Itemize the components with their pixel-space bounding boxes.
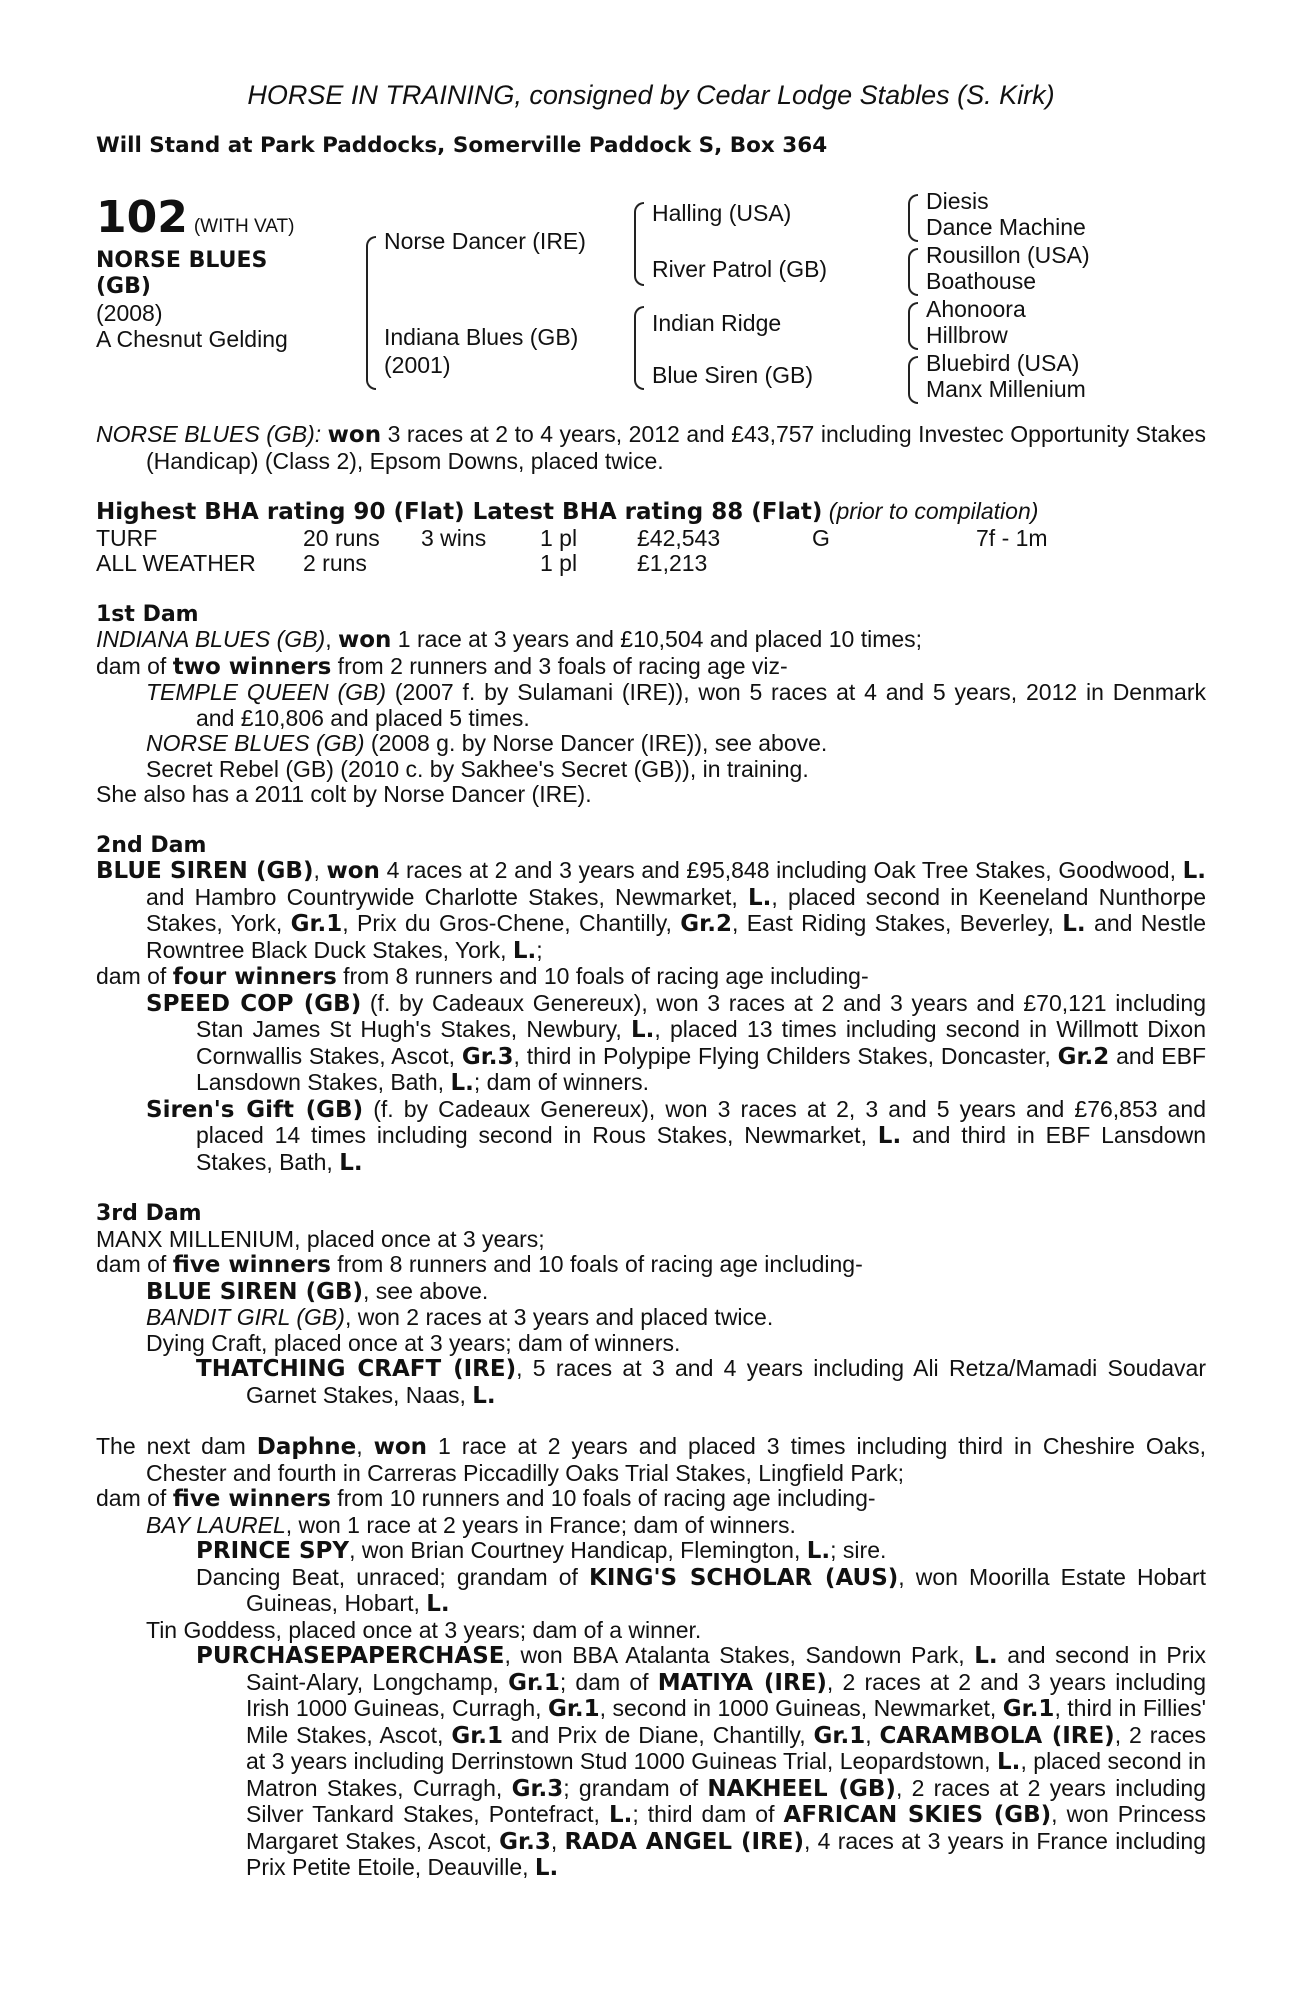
great-granddam-2: Boathouse <box>926 268 1036 294</box>
third-dam-produce-summary: dam of five winners from 8 runners and 10 foals of racing age including- <box>96 1251 863 1278</box>
dam-sire: Indian Ridge <box>652 310 782 336</box>
produce-tin-goddess: Tin Goddess, placed once at 3 years; dam of a winner. <box>146 1616 702 1643</box>
produce-norse-blues: NORSE BLUES (GB) (2008 g. by Norse Dancer (IRE)), see above. <box>146 730 828 756</box>
ratings-row-all-weather: ALL WEATHER 2 runs 1 pl £1,213 <box>96 550 708 576</box>
sire-line-brace <box>634 202 644 286</box>
next-dam-produce-summary: dam of five winners from 10 runners and 10 foals of racing age including- <box>96 1485 876 1512</box>
dam-dam: Blue Siren (GB) <box>652 362 814 388</box>
g3-brace-3 <box>908 302 918 350</box>
g3-brace-4 <box>908 356 918 404</box>
stand-location: Will Stand at Park Paddocks, Somerville Paddock S, Box 364 <box>96 133 828 158</box>
ratings-row-turf: TURF 20 runs 3 wins 1 pl £42,543 G 7f - 1m <box>96 524 1048 551</box>
produce-speed-cop: SPEED COP (GB) (f. by Cadeaux Genereux), won 3 races at 2 and 3 years and £70,121 including Stan James St Hugh's Stakes, Newbury, L., placed 13 times including second in Willmott Dixon Cornwallis Stakes, Ascot, Gr.3, third in Polypipe Flying Childers Stakes, Doncaster, Gr.2 and EBF Lansdown Stakes, Bath, L.; dam of winners. <box>146 989 1206 1096</box>
horse-name: NORSE BLUES <box>96 248 268 273</box>
produce-blue-siren: BLUE SIREN (GB), see above. <box>146 1277 489 1305</box>
g3-brace-2 <box>908 248 918 296</box>
vat-note: (WITH VAT) <box>193 216 295 237</box>
next-dam-record: The next dam Daphne, won 1 race at 2 years and placed 3 times including third in Cheshire Oaks, Chester and fourth in Carreras Piccadilly Oaks Trial Stakes, Lingfield Park; <box>96 1433 1206 1486</box>
produce-thatching-craft: THATCHING CRAFT (IRE), 5 races at 3 and 4 years including Ali Retza/Mamadi Soudavar Garnet Stakes, Naas, L. <box>196 1355 1206 1409</box>
great-grandsire-2: Rousillon (USA) <box>926 242 1090 268</box>
lot-header <box>96 192 294 243</box>
dam-line-brace <box>634 306 644 390</box>
great-grandsire-3: Ahonoora <box>926 296 1026 322</box>
race-summary: NORSE BLUES (GB): won 3 races at 2 to 4 years, 2012 and £43,757 including Investec Opportunity Stakes (Handicap) (Class 2), Epsom Downs, placed twice. <box>96 421 1206 474</box>
catalogue-page <box>96 80 1206 1882</box>
produce-dying-craft: Dying Craft, placed once at 3 years; dam of winners. <box>146 1329 681 1356</box>
ratings-block <box>96 499 1206 577</box>
g3-brace-1 <box>908 194 918 242</box>
sire-sire: Halling (USA) <box>652 200 792 226</box>
produce-secret-rebel: Secret Rebel (GB) (2010 c. by Sakhee's Secret (GB)), in training. <box>146 755 809 782</box>
produce-purchasepaperchase: PURCHASEPAPERCHASE, won BBA Atalanta Stakes, Sandown Park, L. and second in Prix Saint-Alary, Longchamp, Gr.1; dam of MATIYA (IRE), 2 races at 2 and 3 years including Irish 1000 Guineas, Curragh, Gr.1, second in 1000 Guineas, Newmarket, Gr.1, third in Fillies' Mile Stakes, Ascot, Gr.1 and Prix de Diane, Chantilly, Gr.1, CARAMBOLA (IRE), 2 races at 3 years including Derrinstown Stud 1000 Guineas Trial, Leopardstown, L., placed second in Matron Stakes, Curragh, Gr.3; grandam of NAKHEEL (GB), 2 races at 2 years including Silver Tankard Stakes, Pontefract, L.; third dam of AFRICAN SKIES (GB), won Princess Margaret Stakes, Ascot, Gr.3, RADA ANGEL (IRE), 4 races at 3 years in France including Prix Petite Etoile, Deauville, L. <box>196 1642 1207 1881</box>
second-dam-produce-summary: dam of four winners from 8 runners and 10 foals of racing age including- <box>96 963 869 990</box>
horse-origin: (GB) <box>96 274 151 299</box>
dam: Indiana Blues (GB) <box>384 324 579 350</box>
horse-info <box>96 248 288 352</box>
second-dam-record: BLUE SIREN (GB), won 4 races at 2 and 3 years and £95,848 including Oak Tree Stakes, Goodwood, L. and Hambro Countrywide Charlotte Stakes, Newmarket, L., placed second in Keeneland Nunthorpe Stakes, York, Gr.1, Prix du Gros-Chene, Chantilly, Gr.2, East Riding Stakes, Beverley, L. and Nestle Rowntree Black Duck Stakes, York, L.; <box>96 857 1207 964</box>
produce-bay-laurel: BAY LAUREL, won 1 race at 2 years in France; dam of winners. <box>146 1511 796 1538</box>
produce-prince-spy: PRINCE SPY, won Brian Courtney Handicap, Flemington, L.; sire. <box>196 1537 887 1564</box>
produce-dancing-beat: Dancing Beat, unraced; grandam of KING'S SCHOLAR (AUS), won Moorilla Estate Hobart Guineas, Hobart, L. <box>196 1563 1206 1617</box>
first-dam-heading: 1st Dam <box>96 601 199 627</box>
sire: Norse Dancer (IRE) <box>384 228 586 254</box>
produce-temple-queen: TEMPLE QUEEN (GB) (2007 f. by Sulamani (IRE)), won 5 races at 4 and 5 years, 2012 in Denmark and £10,806 and placed 5 times. <box>146 679 1206 731</box>
horse-description: A Chesnut Gelding <box>96 326 288 352</box>
produce-bandit-girl: BANDIT GIRL (GB), won 2 races at 3 years and placed twice. <box>146 1304 774 1330</box>
first-dam-record: INDIANA BLUES (GB), won 1 race at 3 years and £10,504 and placed 10 times; <box>96 626 923 653</box>
great-grandsire-1: Diesis <box>926 188 989 214</box>
produce-2011-colt: She also has a 2011 colt by Norse Dancer (IRE). <box>96 781 592 807</box>
first-dam-produce-summary: dam of two winners from 2 runners and 3 foals of racing age viz- <box>96 652 788 680</box>
third-dam-heading: 3rd Dam <box>96 1201 202 1226</box>
page-title: HORSE IN TRAINING, consigned by Cedar Lodge Stables (S. Kirk) <box>247 80 1055 110</box>
third-dam-record: MANX MILLENIUM, placed once at 3 years; <box>96 1225 545 1252</box>
sire-dam-brace <box>366 236 376 390</box>
second-dam-heading: 2nd Dam <box>96 832 207 858</box>
dam-year: (2001) <box>384 352 451 378</box>
ratings-heading: Highest BHA rating 90 (Flat) Latest BHA rating 88 (Flat) (prior to compilation) <box>96 498 1039 525</box>
great-granddam-1: Dance Machine <box>926 214 1086 240</box>
produce-sirens-gift: Siren's Gift (GB) (f. by Cadeaux Genereux), won 3 races at 2, 3 and 5 years and £76,853 and placed 14 times including second in Rous Stakes, Newmarket, L. and third in EBF Lansdown Stakes, Bath, L. <box>146 1095 1206 1176</box>
great-granddam-4: Manx Millenium <box>926 376 1086 402</box>
pedigree-block <box>96 188 1206 422</box>
great-granddam-3: Hillbrow <box>926 322 1008 348</box>
lot-number: 102 <box>96 192 188 243</box>
great-grandsire-4: Bluebird (USA) <box>926 350 1080 376</box>
sire-dam: River Patrol (GB) <box>652 256 828 282</box>
catalogue-text <box>96 422 1206 1882</box>
horse-year: (2008) <box>96 300 163 326</box>
